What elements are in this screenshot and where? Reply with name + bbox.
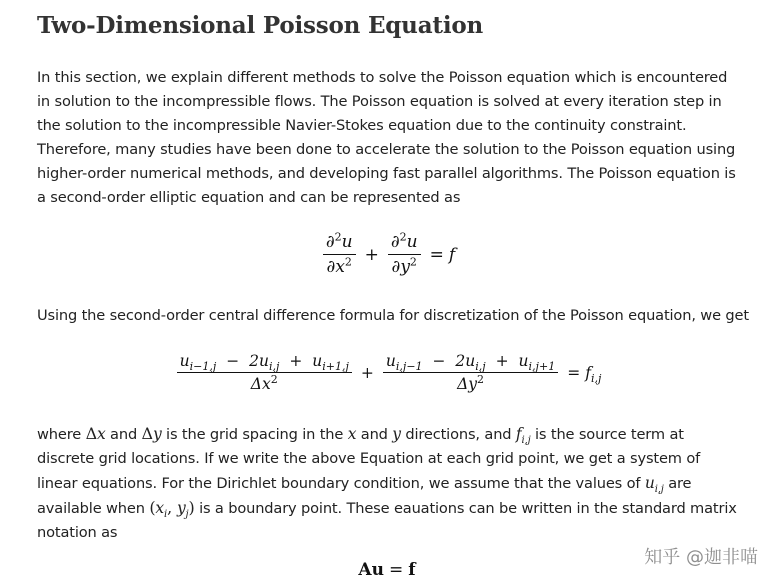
watermark: 知乎 @迦非喵 xyxy=(644,547,758,568)
matrix-equation: Au = f xyxy=(358,560,416,580)
page-title: Two-Dimensional Poisson Equation xyxy=(37,12,484,39)
discretized-equation: $\frac{u_{i-1,j} - 2u_{i,j} + u_{i+1,j}}{\Delta x^2}$ + $\frac{u_{i,j-1} - 2u_{i,j} + u_{i,j+1}}{\Delta y^2}$ = $f_{i,j}$ xyxy=(37,352,737,393)
intro-paragraph: In this section, we explain different methods to solve the Poisson equation which is encountered in solution to the incompressible flows. The Poisson equation is solved at every iteration step in the solution to the incompressible Navier-Stokes equation due to the continuity constraint. Therefore, many studies have been done to accelerate the solution to the Poisson equation using higher-order numerical methods, and developing fast parallel algorithms. The Poisson equation is a second-order elliptic equation and can be represented as xyxy=(37,69,736,206)
poisson-equation: $\frac{\partial^2u}{\partial x^2}$ + $\frac{\partial^2u}{\partial y^2}$ = f xyxy=(37,232,737,277)
grid-paragraph: where Δx and Δy is the grid spacing in the x and y directions, and $f_{i,j}$ is the source term at discrete grid locations. If we write the above Equation at each grid point, we get a system of linear equations. For the Dirichlet boundary condition, we assume that the values of $u_{i,j}$ are available when ($x_i$, $y_j$) is a boundary point. These eauations can be written in the standard matrix notation as xyxy=(37,424,737,541)
discretization-paragraph: Using the second-order central difference formula for discretization of the Poisson equation, we get xyxy=(37,307,749,324)
